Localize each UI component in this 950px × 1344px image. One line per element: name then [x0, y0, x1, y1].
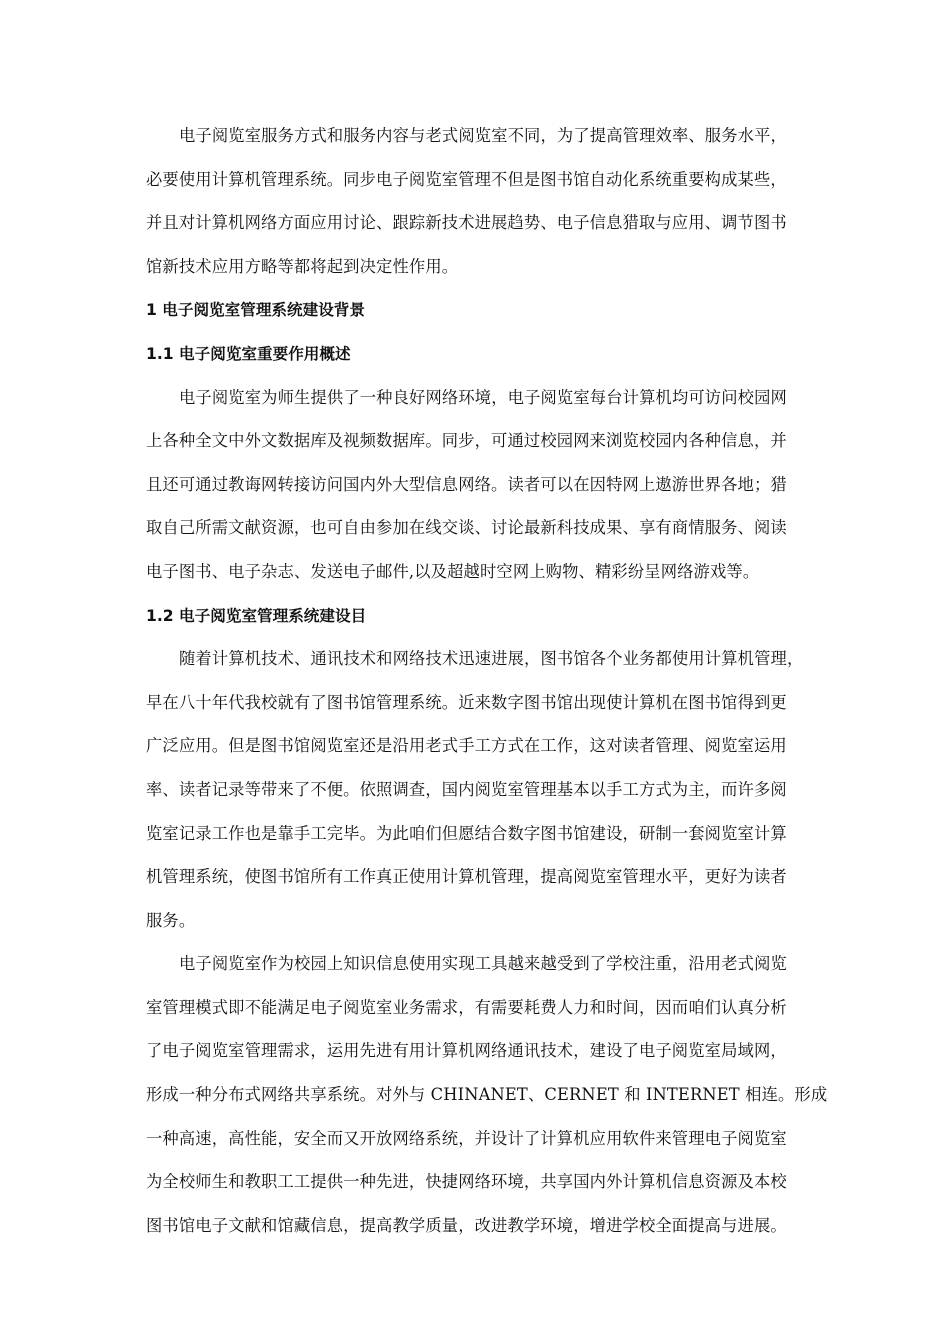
section-heading-1-2: 1.2 电子阅览室管理系统建设目: [146, 606, 367, 625]
text-line: 必要使用计算机管理系统。同步电子阅览室管理不但是图书馆自动化系统重要构成某些，: [146, 169, 787, 189]
text-line: 率、读者记录等带来了不便。依照调查，国内阅览室管理基本以手工方式为主，而许多阅: [146, 779, 787, 799]
text-line: 览室记录工作也是靠手工完毕。为此咱们但愿结合数字图书馆建设，研制一套阅览室计算: [146, 823, 787, 843]
text-line: 一种高速，高性能，安全而又开放网络系统，并设计了计算机应用软件来管理电子阅览室: [146, 1128, 787, 1148]
text-line: 电子阅览室服务方式和服务内容与老式阅览室不同，为了提高管理效率、服务水平，: [179, 126, 787, 145]
section-1-2-paragraph-1: [146, 642, 810, 947]
text-line: 电子阅览室作为校园上知识信息使用实现工具越来越受到了学校注重，沿用老式阅览: [179, 954, 787, 974]
text-line: 并且对计算机网络方面应用讨论、跟踪新技术进展趋势、电子信息猎取与应用、调节图书: [146, 213, 787, 233]
text-line: 室管理模式即不能满足电子阅览室业务需求，有需要耗费人力和时间，因而咱们认真分析: [146, 997, 787, 1017]
section-1-2-paragraph-2: [146, 947, 828, 1252]
text-line: 机管理系统，使图书馆所有工作真正使用计算机管理，提高阅览室管理水平，更好为读者: [146, 867, 787, 887]
text-line: 电子图书、电子杂志、发送电子邮件,以及超越时空网上购物、精彩纷呈网络游戏等。: [146, 561, 760, 581]
text-line: 馆新技术应用方略等都将起到决定性作用。: [146, 256, 459, 276]
text-line: 服务。: [146, 910, 196, 930]
text-line: 电子阅览室为师生提供了一种良好网络环境，电子阅览室每台计算机均可访问校园网: [179, 387, 787, 407]
text-line: 且还可通过教诲网转接访问国内外大型信息网络。读者可以在因特网上遨游世界各地；猎: [146, 474, 787, 494]
text-line: 为全校师生和教职工工提供一种先进，快捷网络环境，共享国内外计算机信息资源及本校: [146, 1172, 787, 1192]
text-line: 早在八十年代我校就有了图书馆管理系统。近来数字图书馆出现使计算机在图书馆得到更: [146, 692, 787, 712]
intro-paragraph: [146, 119, 810, 293]
text-line: 广泛应用。但是图书馆阅览室还是沿用老式手工方式在工作，这对读者管理、阅览室运用: [146, 736, 787, 756]
text-line: 图书馆电子文献和馆藏信息，提高教学质量，改进教学环境，增进学校全面提高与进展。: [146, 1215, 787, 1235]
text-line: 取自己所需文献资源，也可自由参加在线交谈、讨论最新科技成果、享有商情服务、阅读: [146, 518, 787, 538]
text-line: 了电子阅览室管理需求，运用先进有用计算机网络通讯技术，建设了电子阅览室局域网，: [146, 1041, 787, 1061]
section-heading-1-1: 1.1 电子阅览室重要作用概述: [146, 344, 351, 363]
section-1-1-paragraph: [146, 381, 810, 599]
document-body: [146, 119, 828, 1252]
section-heading-1: 1 电子阅览室管理系统建设背景: [146, 301, 365, 320]
text-line: 形成一种分布式网络共享系统。对外与 CHINANET、CERNET 和 INTERNET 相连。形成: [146, 1085, 828, 1105]
text-line: 随着计算机技术、通讯技术和网络技术迅速进展，图书馆各个业务都使用计算机管理，: [179, 649, 804, 669]
text-line: 上各种全文中外文数据库及视频数据库。同步，可通过校园网来浏览校园内各种信息，并: [146, 431, 787, 451]
